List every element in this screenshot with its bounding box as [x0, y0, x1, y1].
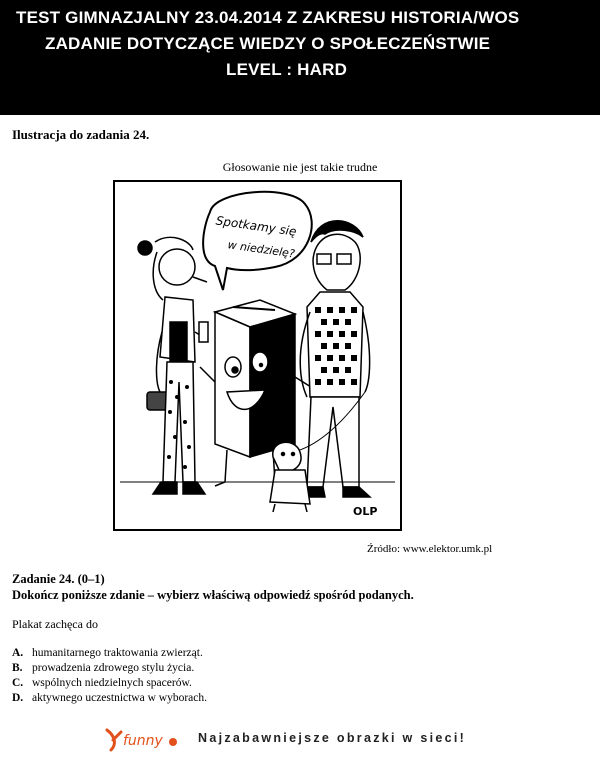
- logo-swoosh-icon: [107, 730, 121, 750]
- header-line-1: TEST GIMNAZJALNY 23.04.2014 Z ZAKRESU HISTORIA/WOS: [16, 8, 520, 27]
- speech-text-line-1: Spotkamy się: [214, 213, 298, 239]
- option-text: prowadzenia zdrowego stylu życia.: [32, 662, 195, 674]
- answer-option-a[interactable]: [12, 646, 207, 661]
- option-letter: A.: [12, 647, 24, 659]
- option-text: wspólnych niedzielnych spacerów.: [32, 677, 192, 689]
- artist-signature: OLP: [353, 505, 378, 518]
- option-letter: B.: [12, 662, 23, 674]
- task-number: Zadanie 24. (0–1): [12, 572, 105, 586]
- source-citation: Źródło: www.elektor.umk.pl: [367, 543, 493, 555]
- man-figure: [293, 221, 370, 497]
- option-letter: C.: [12, 677, 24, 689]
- cartoon-illustration: [113, 180, 402, 531]
- option-text: humanitarnego traktowania zwierząt.: [32, 647, 203, 659]
- illustration-label: Ilustracja do zadania 24.: [12, 127, 150, 142]
- logo-dot-icon: [169, 738, 177, 746]
- illustration-caption: Głosowanie nie jest takie trudne: [222, 160, 378, 174]
- option-letter: D.: [12, 692, 24, 704]
- answer-option-c[interactable]: [12, 676, 207, 691]
- header-line-3: LEVEL : HARD: [226, 60, 348, 79]
- funny-logo[interactable]: [103, 726, 183, 754]
- woman-figure: [138, 237, 208, 494]
- answer-options: [12, 646, 207, 706]
- task-instruction: Dokończ poniższe zdanie – wybierz właściwą odpowiedź spośród podanych.: [12, 588, 414, 602]
- logo-text: funny: [123, 733, 163, 749]
- dog-figure: [270, 442, 310, 512]
- speech-bubble: [203, 192, 312, 290]
- header-banner: [0, 0, 600, 115]
- option-text: aktywnego uczestnictwa w wyborach.: [32, 692, 207, 704]
- task-stem: Plakat zachęca do: [12, 617, 98, 631]
- cartoon-drawing: [115, 182, 400, 529]
- answer-option-b[interactable]: [12, 661, 207, 676]
- answer-option-d[interactable]: [12, 691, 207, 706]
- speech-text-line-2: w niedzielę?: [226, 238, 296, 261]
- logo-graphic: [103, 726, 183, 754]
- footer-tagline: Najzabawniejsze obrazki w sieci!: [198, 731, 467, 745]
- header-line-2: ZADANIE DOTYCZĄCE WIEDZY O SPOŁECZEŃSTWIE: [45, 34, 491, 53]
